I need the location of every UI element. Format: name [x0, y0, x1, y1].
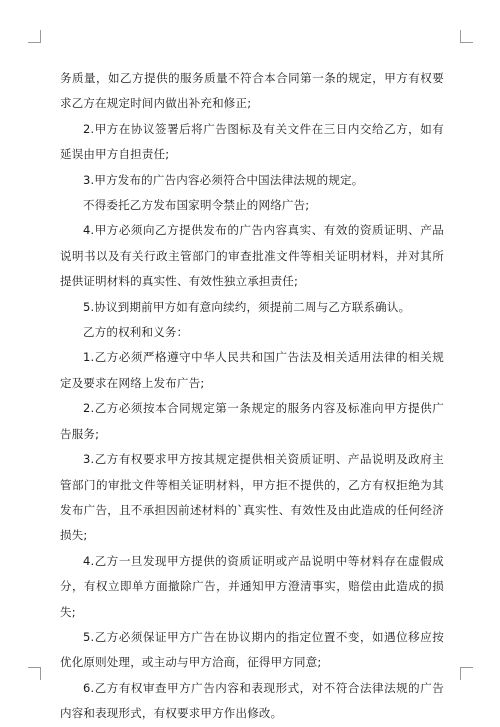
paragraph: 3.乙方有权要求甲方按其规定提供相关资质证明、产品说明及政府主管部门的审批文件等相关证明材料，甲方拒不提供的，乙方有权拒绝为其发布广告，且不承担因前述材料的`真实性、有效性及由此造成的任何经济损失; [60, 452, 444, 543]
paragraph: 务质量，如乙方提供的服务质量不符合本合同第一条的规定，甲方有权要求乙方在规定时间内做出补充和修正; [60, 71, 444, 111]
crop-mark-bottom-left [28, 667, 41, 680]
section-heading: 乙方的权利和义务： [83, 325, 189, 340]
paragraph: 3.甲方发布的广告内容必须符合中国法律法规的规定。 [83, 172, 364, 187]
crop-mark-bottom-right [460, 667, 473, 680]
paragraph: 5.协议到期前甲方如有意向续约，须提前二周与乙方联系确认。 [83, 299, 411, 314]
crop-mark-top-left [28, 30, 41, 43]
paragraph: 1.乙方必须严格遵守中华人民共和国广告法及相关适用法律的相关规定及要求在网络上发布广告; [60, 350, 444, 390]
paragraph: 5.乙方必须保证甲方广告在协议期内的指定位置不变，如遇位移应按优化原则处理，或主动与甲方洽商，征得甲方同意; [60, 629, 444, 670]
paragraph: 2.甲方在协议签署后将广告图标及有关文件在三日内交给乙方，如有延误由甲方自担责任; [60, 121, 444, 162]
paragraph: 6.乙方有权审查甲方广告内容和表现形式，对不符合法律法规的广告内容和表现形式，有权要求甲方作出修改。 [60, 680, 444, 721]
paragraph: 4.乙方一旦发现甲方提供的资质证明或产品说明中等材料存在虚假成分，有权立即单方面撤除广告，并通知甲方澄清事实，赔偿由此造成的损失; [60, 553, 444, 619]
paragraph: 不得委托乙方发布国家明令禁止的网络广告; [83, 198, 310, 213]
paragraph: 2.乙方必须按本合同规定第一条规定的服务内容及标准向甲方提供广告服务; [60, 401, 444, 441]
document-body [60, 66, 444, 727]
paragraph: 4.甲方必须向乙方提供发布的广告内容真实、有效的资质证明、产品说明书以及有关行政主管部门的审查批准文件等相关证明材料，并对其所提供证明材料的真实性、有效性独立承担责任; [60, 223, 444, 289]
crop-mark-top-right [460, 30, 473, 43]
